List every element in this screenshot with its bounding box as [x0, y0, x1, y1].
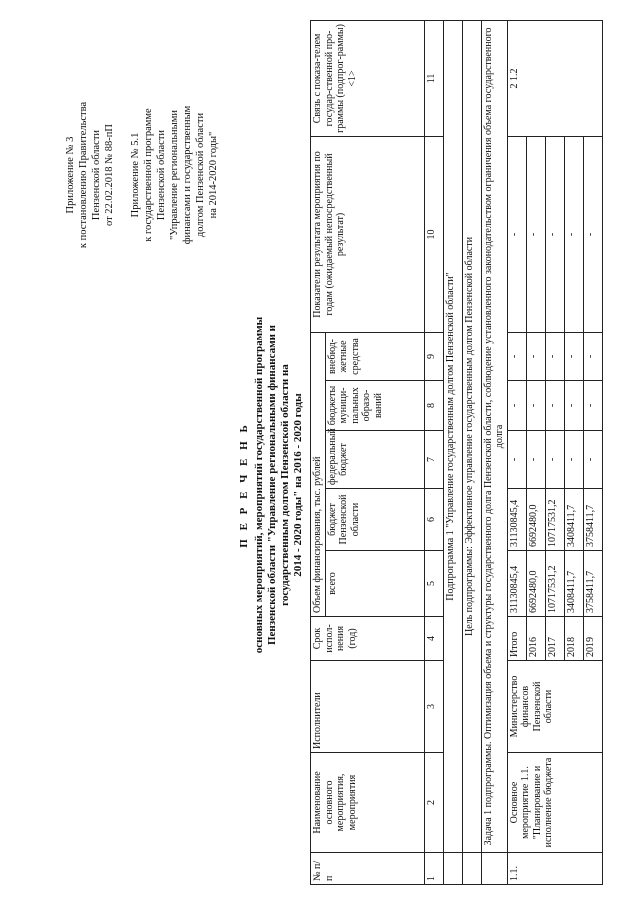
header-indicators: Показатели результата мероприятия по годам (ожидаемый непосредственный результат): [311, 136, 425, 332]
appendix-sub-line: Пензенской области: [156, 129, 167, 221]
row-regional: 31130845,4: [507, 489, 526, 551]
title-line: государственным долгом Пензенской области на: [279, 364, 291, 606]
row-indicator: -: [507, 136, 526, 332]
row-total: 6692480,0: [526, 551, 545, 617]
appendix-sub-line: долгом Пензенской области: [195, 112, 206, 238]
goal-row: [462, 20, 481, 884]
title-heading: П Е Р Е Ч Е Н Ь: [238, 422, 250, 548]
column-number: 11: [424, 20, 443, 136]
document-title: [238, 185, 305, 785]
column-number: 7: [424, 431, 443, 489]
appendix-sub-line: финансами и государственным: [182, 105, 193, 245]
table-row: [507, 20, 526, 884]
item-link: 2 1.2: [507, 20, 602, 136]
column-number: 1: [424, 853, 443, 885]
row-federal: -: [526, 431, 545, 489]
row-regional: 3408411,7: [564, 489, 583, 551]
title-line: 2014 - 2020 годы" на 2016 - 2020 годы: [292, 393, 304, 577]
row-municipal: -: [526, 381, 545, 431]
header-link: Связь с показа-телем государ-ственной про-граммы (подпрог-раммы) <1>: [311, 20, 425, 136]
appendix-line: Приложение № 3: [65, 136, 76, 214]
subprogram-task: Задача 1 подпрограммы. Оптимизация объема и структуры государственного долга Пензенской области, соблюдение установленного законодательством ограничения объема государственного долга: [481, 20, 507, 852]
header-municipal: бюджеты муници-пальных образо-ваний: [325, 381, 424, 431]
row-extra: -: [583, 332, 602, 380]
column-number: 6: [424, 489, 443, 551]
appendix-line: к постановлению Правительства: [78, 101, 89, 249]
header-total: всего: [325, 551, 424, 617]
row-extra: -: [545, 332, 564, 380]
title-line: основных мероприятий, мероприятий государственной программы: [253, 316, 265, 654]
item-executor: Министерство финансов Пензенской области: [507, 661, 602, 753]
row-year: 2019: [583, 617, 602, 661]
appendix-sub-line: к государственной программе: [143, 108, 154, 242]
row-year: 2017: [545, 617, 564, 661]
row-indicator: -: [564, 136, 583, 332]
column-number: 4: [424, 617, 443, 661]
row-regional: 3758411,7: [583, 489, 602, 551]
row-extra: -: [526, 332, 545, 380]
row-federal: -: [507, 431, 526, 489]
row-total: 31130845,4: [507, 551, 526, 617]
row-extra: -: [507, 332, 526, 380]
column-number: 2: [424, 753, 443, 853]
subprogram-goal: Цель подпрограммы: Эффективное управление государственным долгом Пензенской области: [462, 20, 481, 852]
appendix-sub-line: Приложение № 5.1: [130, 132, 141, 218]
title-line: Пензенской области "Управление региональными финансами и: [266, 324, 278, 646]
appendix-block: [64, 45, 220, 305]
column-number: 5: [424, 551, 443, 617]
appendix-sub-line: "Управление региональными: [169, 110, 180, 240]
row-regional: 10717531,2: [545, 489, 564, 551]
row-municipal: -: [507, 381, 526, 431]
row-federal: -: [545, 431, 564, 489]
column-number-row: [424, 20, 443, 884]
row-year: 2016: [526, 617, 545, 661]
row-indicator: -: [545, 136, 564, 332]
column-number: 9: [424, 332, 443, 380]
row-federal: -: [564, 431, 583, 489]
row-year: 2018: [564, 617, 583, 661]
header-row: [311, 20, 326, 884]
header-regional: бюджет Пензенской области: [325, 489, 424, 551]
row-extra: -: [564, 332, 583, 380]
header-extra: внебюд-жетные средства: [325, 332, 424, 380]
column-number: 3: [424, 661, 443, 753]
measures-table: [310, 20, 603, 885]
row-municipal: -: [583, 381, 602, 431]
header-num: № п/п: [311, 853, 425, 885]
appendix-sub-line: на 2014-2020 годы": [208, 131, 219, 219]
header-funding-group: Объем финансирования, тыс. рублей: [311, 332, 326, 616]
column-number: 8: [424, 381, 443, 431]
task-row: [481, 20, 507, 884]
subprogram-row: [443, 20, 462, 884]
subprogram-title: Подпрограмма 1 "Управление государственным долгом Пензенской области": [443, 20, 462, 852]
item-number: 1.1.: [507, 853, 602, 885]
header-name: Наименование основного мероприятия, мероприятия: [311, 753, 425, 853]
appendix-line: от 22.02.2018 № 88-пП: [104, 123, 115, 227]
row-year: Итого: [507, 617, 526, 661]
row-total: 3408411,7: [564, 551, 583, 617]
column-number: 10: [424, 136, 443, 332]
row-total: 10717531,2: [545, 551, 564, 617]
row-municipal: -: [545, 381, 564, 431]
header-term: Срок испол-нения (год): [311, 617, 425, 661]
row-regional: 6692480,0: [526, 489, 545, 551]
item-name: Основное мероприятие 1.1. "Планирование и исполнение бюджета: [507, 753, 602, 853]
appendix-line: Пензенской области: [91, 129, 102, 221]
row-municipal: -: [564, 381, 583, 431]
row-federal: -: [583, 431, 602, 489]
row-indicator: -: [526, 136, 545, 332]
header-executors: Исполнители: [311, 661, 425, 753]
row-total: 3758411,7: [583, 551, 602, 617]
row-indicator: -: [583, 136, 602, 332]
header-federal: федеральный бюджет: [325, 431, 424, 489]
